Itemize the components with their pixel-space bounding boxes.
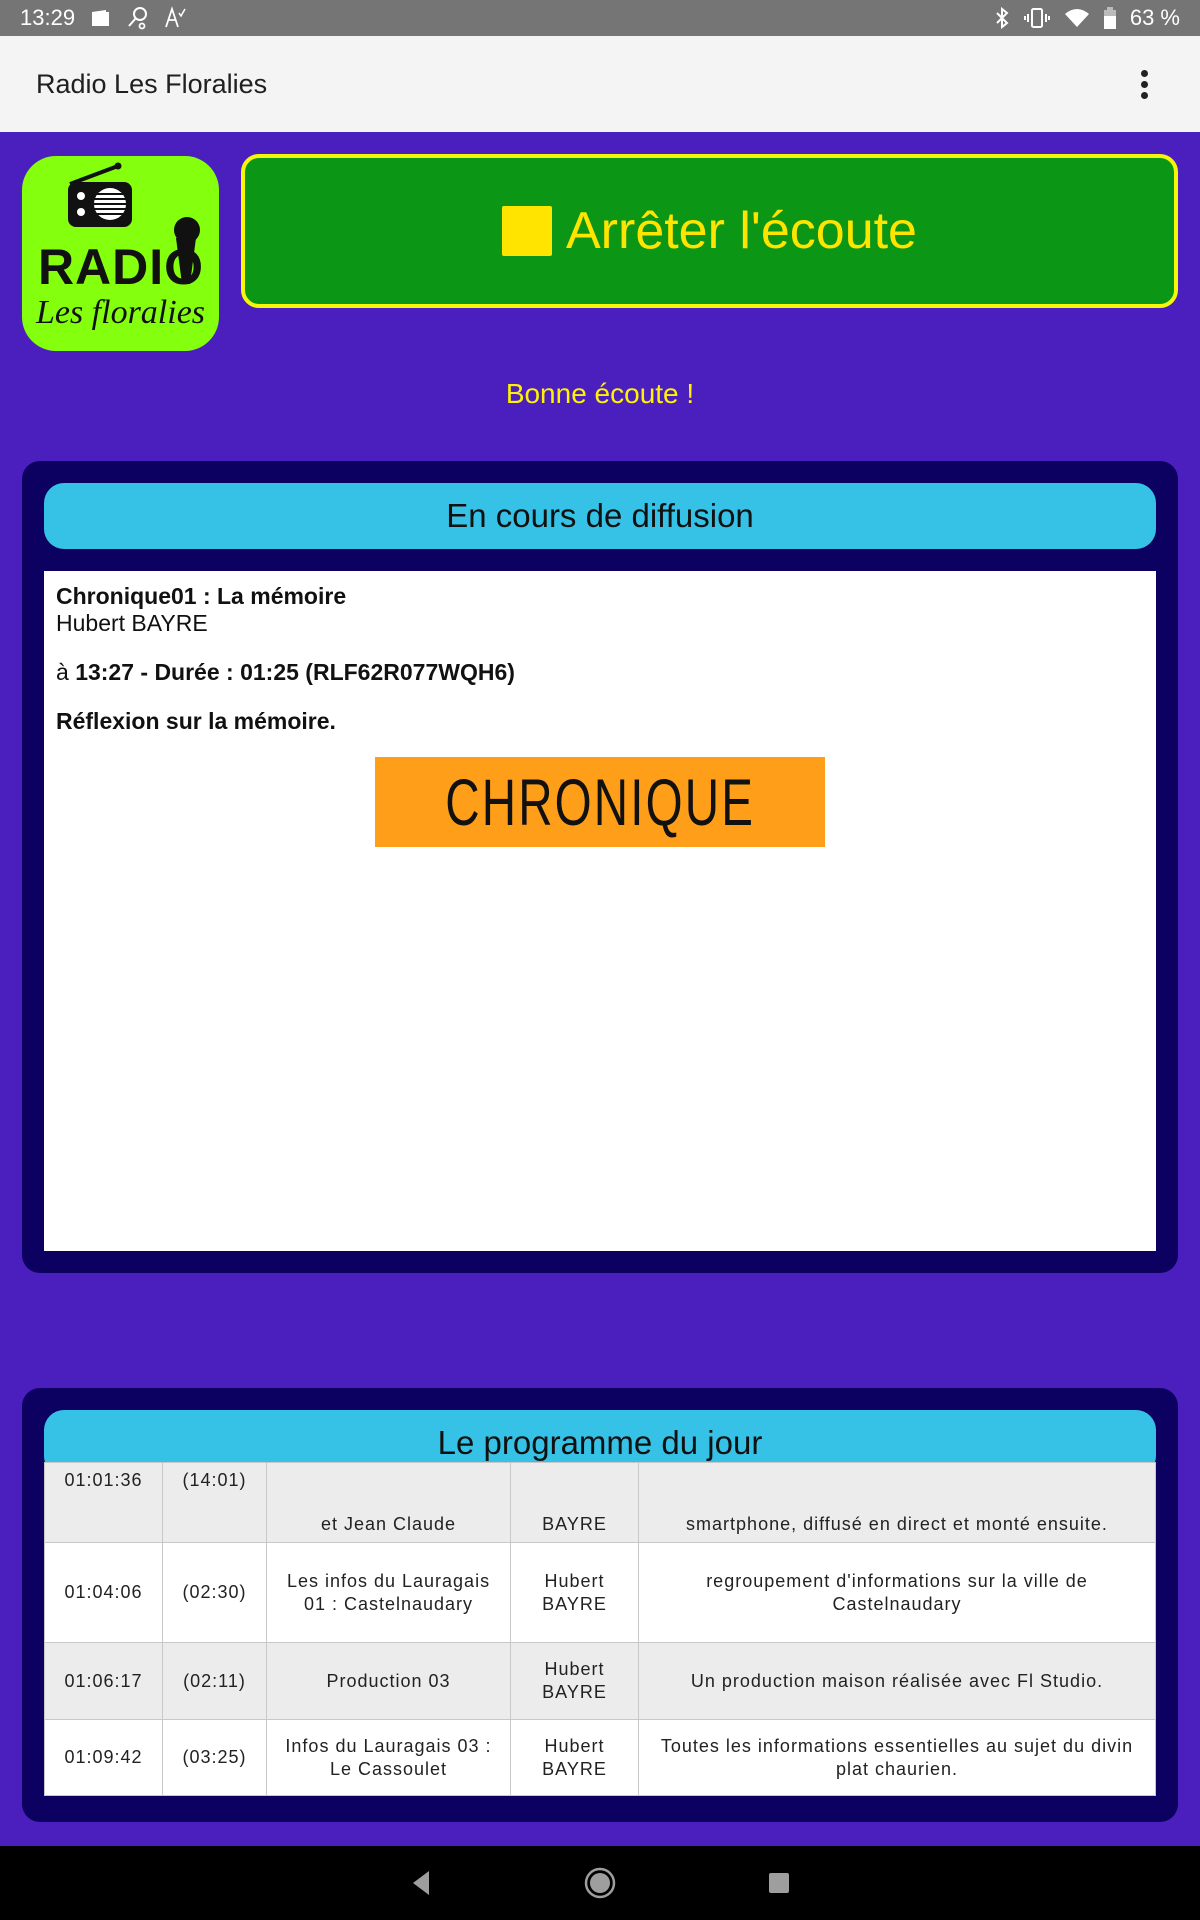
row-author: Hubert BAYRE <box>511 1643 639 1720</box>
row-start-time: 01:06:17 <box>45 1643 163 1720</box>
now-playing-header-label: En cours de diffusion <box>446 497 754 534</box>
row-description: Un production maison réalisée avec Fl Studio. <box>639 1643 1156 1720</box>
logo-radio-text: RADIO <box>37 239 205 295</box>
category-banner <box>375 757 825 847</box>
status-time: 13:29 <box>20 5 76 30</box>
greeting-text: Bonne écoute ! <box>505 378 695 409</box>
row-author: BAYRE <box>511 1463 639 1543</box>
logo-script-text: Les floralies <box>35 294 206 331</box>
status-bar <box>0 0 1200 36</box>
track-author: Hubert BAYRE <box>56 610 208 636</box>
track-description: Réflexion sur la mémoire. <box>56 708 336 734</box>
track-time <box>56 659 1144 686</box>
main-content <box>0 132 1200 1846</box>
stop-square-icon <box>502 206 552 256</box>
row-description: smartphone, diffusé en direct et monté ensuite. <box>639 1463 1156 1543</box>
battery-percent: 63 % <box>1129 5 1180 30</box>
table-row <box>45 1463 1156 1543</box>
spellcheck-icon <box>163 6 187 30</box>
app-bar <box>0 36 1200 132</box>
wifi-icon <box>1064 8 1090 28</box>
row-title: et Jean Claude <box>267 1463 511 1543</box>
row-author: Hubert BAYRE <box>511 1543 639 1643</box>
back-icon[interactable] <box>409 1869 433 1897</box>
row-start-time: 01:01:36 <box>45 1463 163 1543</box>
table-row <box>45 1720 1156 1796</box>
track-time-prefix: à <box>56 659 76 685</box>
more-vert-icon[interactable] <box>1124 54 1164 114</box>
row-title: Les infos du Lauragais 01 : Castelnaudary <box>267 1543 511 1643</box>
track-title: Chronique01 : La mémoire <box>56 583 347 609</box>
radio-icon <box>48 162 158 232</box>
sd-card-icon <box>89 8 111 28</box>
bluetooth-icon <box>994 7 1010 29</box>
vibrate-icon <box>1024 7 1050 29</box>
app-title: Radio Les Floralies <box>36 68 268 99</box>
row-description: regroupement d'informations sur la ville de Castelnaudary <box>639 1543 1156 1643</box>
now-playing-panel <box>22 461 1178 1273</box>
station-logo <box>22 156 219 351</box>
row-title: Production 03 <box>267 1643 511 1720</box>
table-row <box>45 1643 1156 1720</box>
key-icon <box>125 6 149 30</box>
row-title: Infos du Lauragais 03 : Le Cassoulet <box>267 1720 511 1796</box>
row-start-time: 01:09:42 <box>45 1720 163 1796</box>
stop-listening-label: Arrêter l'écoute <box>566 202 917 260</box>
program-table <box>44 1462 1156 1796</box>
recents-icon[interactable] <box>767 1871 791 1895</box>
track-time-detail: 13:27 - Durée : 01:25 (RLF62R077WQH6) <box>75 659 515 685</box>
row-author: Hubert BAYRE <box>511 1720 639 1796</box>
table-row <box>45 1543 1156 1643</box>
battery-icon <box>1104 7 1116 29</box>
system-nav-bar <box>0 1846 1200 1920</box>
row-description: Toutes les informations essentielles au sujet du divin plat chaurien. <box>639 1720 1156 1796</box>
row-duration: (03:25) <box>163 1720 267 1796</box>
program-table-scroll[interactable] <box>44 1470 1156 1790</box>
home-icon[interactable] <box>583 1866 617 1900</box>
row-duration: (02:30) <box>163 1543 267 1643</box>
now-playing-content <box>44 571 1156 1251</box>
category-banner-text: CHRONIQUE <box>445 765 755 839</box>
row-start-time: 01:04:06 <box>45 1543 163 1643</box>
stop-listening-button[interactable] <box>241 154 1178 308</box>
program-panel <box>22 1388 1178 1822</box>
now-playing-header <box>44 483 1156 549</box>
row-duration: (02:11) <box>163 1643 267 1720</box>
program-header-label: Le programme du jour <box>437 1424 763 1461</box>
row-duration: (14:01) <box>163 1463 267 1543</box>
